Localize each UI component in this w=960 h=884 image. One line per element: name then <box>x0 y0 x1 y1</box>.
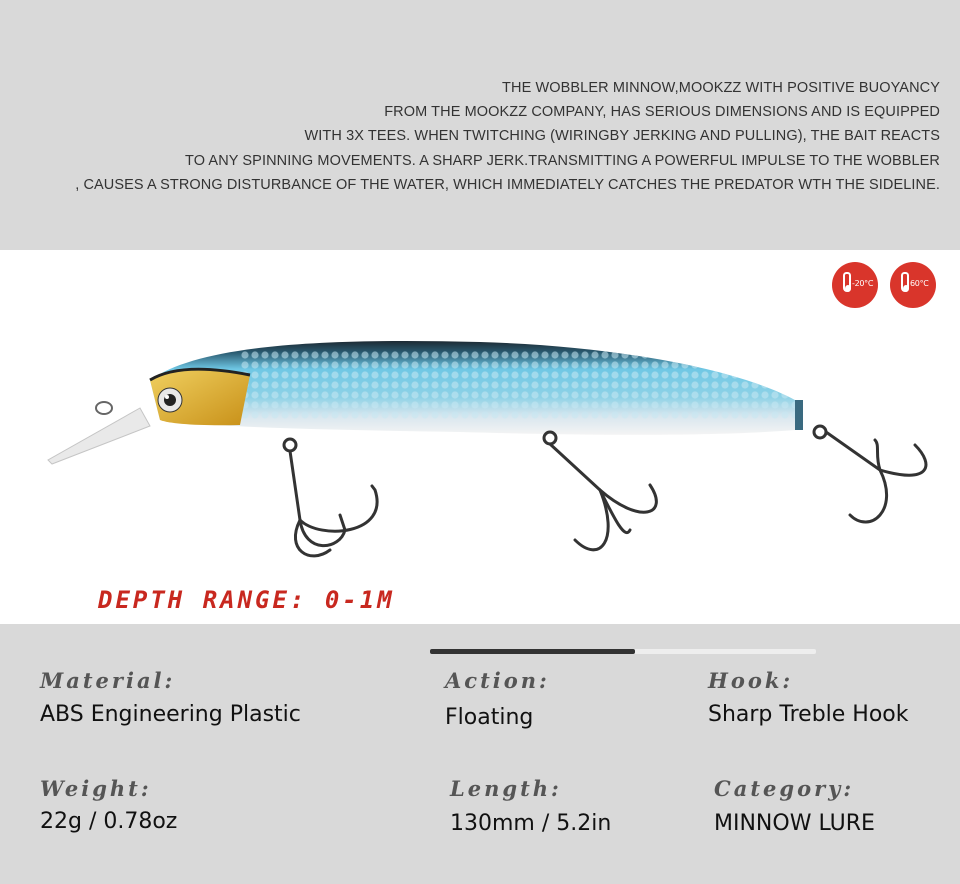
lure-lip <box>48 408 150 464</box>
action-value: Floating <box>445 705 534 730</box>
image-slider[interactable] <box>430 649 816 654</box>
category-label: Category: <box>714 776 855 801</box>
material-value: ABS Engineering Plastic <box>40 702 301 727</box>
specs-band <box>0 624 960 884</box>
material-label: Material: <box>40 668 176 693</box>
badge-label: -20°C <box>852 279 874 288</box>
slider-progress <box>430 649 635 654</box>
description-line: WITH 3X TEES. WHEN TWITCHING (WIRINGBY JERKING AND PULLING), THE BAIT REACTS <box>304 128 940 145</box>
category-value: MINNOW LURE <box>714 811 875 836</box>
depth-range-label: DEPTH RANGE: 0-1M <box>98 586 395 614</box>
length-label: Length: <box>450 776 562 801</box>
cold-thermometer-icon <box>832 262 878 308</box>
action-label: Action: <box>445 668 550 693</box>
product-description <box>10 76 940 197</box>
description-line: THE WOBBLER MINNOW,MOOKZZ WITH POSITIVE BUOYANCY <box>502 80 940 96</box>
minnow-lure-image <box>0 250 960 624</box>
badge-label: 60°C <box>910 279 929 288</box>
hook-label: Hook: <box>708 668 794 693</box>
weight-label: Weight: <box>40 776 152 801</box>
hot-thermometer-icon <box>890 262 936 308</box>
weight-value: 22g / 0.78oz <box>40 809 178 834</box>
description-line: FROM THE MOOKZZ COMPANY, HAS SERIOUS DIMENSIONS AND IS EQUIPPED <box>384 104 940 121</box>
description-line: TO ANY SPINNING MOVEMENTS. A SHARP JERK.TRANSMITTING A POWERFUL IMPULSE TO THE WOBBLER <box>185 152 940 169</box>
hook-value: Sharp Treble Hook <box>708 702 909 727</box>
length-value: 130mm / 5.2in <box>450 811 612 836</box>
description-line: , CAUSES A STRONG DISTURBANCE OF THE WATER, WHICH IMMEDIATELY CATCHES THE PREDATOR WTH THE SIDELINE. <box>75 176 940 193</box>
